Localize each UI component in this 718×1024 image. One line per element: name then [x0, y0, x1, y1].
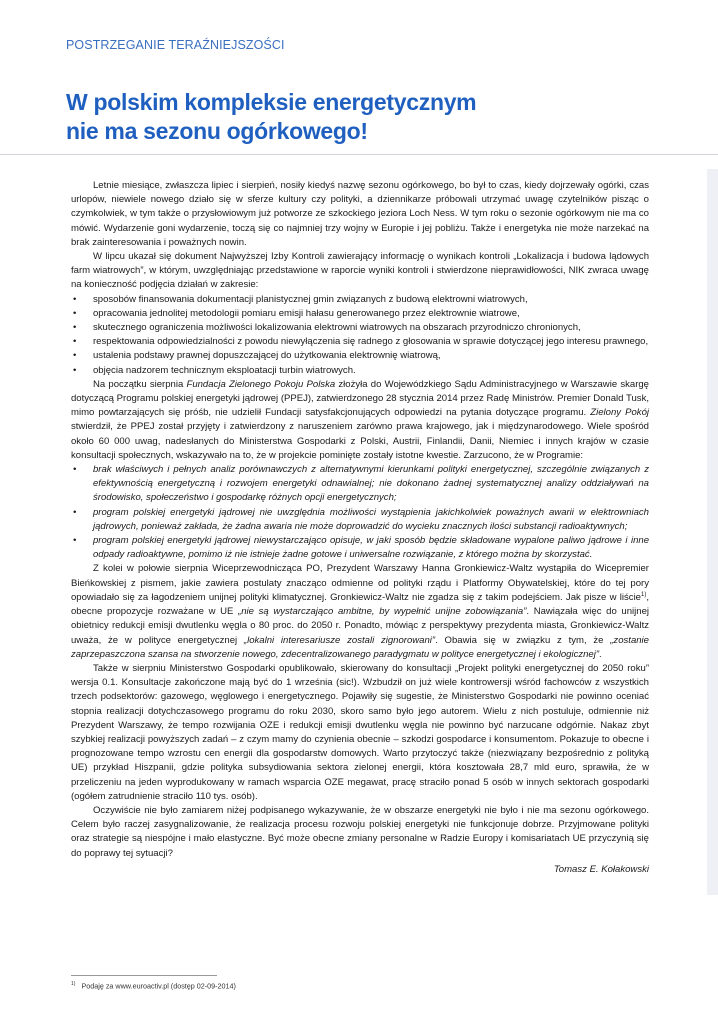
text-run: . — [599, 648, 602, 660]
bullet-icon: • — [73, 464, 77, 476]
footnote-divider — [71, 975, 217, 976]
list-item-text: objęcia nadzorem technicznym eksploatacji turbin wiatrowych. — [93, 364, 356, 376]
list-item-text: sposobów finansowania dokumentacji planistycznej gmin związanych z budową elektrowni wiatrowych, — [93, 293, 528, 305]
list-item — [71, 349, 649, 363]
title-line-1: W polskim kompleksie energetycznym — [66, 89, 477, 115]
footnote — [71, 981, 471, 990]
list-item — [71, 534, 649, 562]
section-label: POSTRZEGANIE TERAŹNIEJSZOŚCI — [66, 38, 285, 52]
bullet-icon: • — [73, 336, 77, 348]
text-run: stwierdził, że PPEJ został przyjęty i zatwierdzony z naruszeniem zarówno prawa krajowego, jak i międzynarodowego. Wiele spośród około 60 000 uwag, nadesłanych do Ministerstwa Gospodarki z Polski, Austrii, Finlandii, Danii, Niemiec i innych krajów w czasie konsultacji społecznych, wskazywało na to, że w projekcie pominięte zostały istotne kwestie. Zarzucono, że w Programie: — [71, 421, 649, 461]
list-item — [71, 293, 649, 307]
nik-list — [71, 293, 649, 378]
list-item — [71, 321, 649, 335]
list-item — [71, 364, 649, 378]
footnote-mark: 1) — [71, 981, 76, 987]
title-line-2: nie ma sezonu ogórkowego! — [66, 118, 368, 144]
list-item-text: program polskiej energetyki jądrowej niewystarczająco opisuje, w jaki sposób będzie składowane wypalone paliwo jądrowe i inne odpady radioaktywne, pomimo iż nie istnieje żadne gotowe i uniwersalne rozwiązanie, z którego można by skorzystać. — [93, 535, 649, 561]
bullet-icon: • — [73, 350, 77, 362]
list-item-text: brak właściwych i pełnych analiz porównawczych z alternatywnymi kierunkami polityki energetycznej, szczególnie związanych z efektywnością energetyczną i rozwojem energetyki odnawialnej; nie dokonano żadnej systematycznej analizy oddziaływań na środowisko, społeczeństwo i gospodarkę różnych opcji energetycznych; — [93, 464, 649, 504]
quote: „lokalni interesariusze zostali zignorowani” — [243, 634, 436, 646]
quote: „nie są wystarczająco ambitne, by wypełnić unijne zobowiązania” — [238, 606, 527, 618]
paragraph-2: W lipcu ukazał się dokument Najwyższej Izby Kontroli zawierający informację o wynikach kontroli „Lokalizacja i budowa lądowych farm wiatrowych”, w którym, uwzględniając przedstawione w raporcie wyniki kontroli i stwierdzone nieprawidłowości, NIK zwraca uwagę na konieczność podjęcia działań w zakresie: — [71, 251, 649, 291]
list-item-text: ustalenia podstawy prawnej dopuszczającej do użytkowania elektrownię wiatrową, — [93, 350, 441, 362]
quote: „zostanie zaprzepaszczona szansa na stworzenie nowego, zdecentralizowanego paradygmatu w polityce energetycznej i ekologicznej” — [71, 634, 649, 660]
paragraph-6: Oczywiście nie było zamiarem niżej podpisanego wykazywanie, że w obszarze energetyki nie było i nie ma sezonu ogórkowego. Celem było raczej zasygnalizowanie, że realizacja procesu rozwoju polskiej energetyki nie funkcjonuje dobrze. Przyjmowane polityki oraz strategie są niespójne i mało elastyczne. Być może obecne zmiany personalne w Radzie Europy i komisariatach UE przyczynią się do poprawy tej sytuacji? — [71, 804, 649, 859]
list-item — [71, 463, 649, 506]
list-item-text: opracowania jednolitej metodologii pomiaru emisji hałasu generowanego przez elektrownie wiatrowe, — [93, 307, 520, 319]
side-bar-mark — [707, 155, 718, 169]
list-item — [71, 506, 649, 534]
foundation-name: Fundacja Zielonego Pokoju Polska — [186, 378, 336, 390]
bullet-icon: • — [73, 506, 77, 518]
side-bar — [707, 155, 718, 895]
footnote-text: Podaję za www.euroactiv.pl (dostęp 02-09-2014) — [81, 981, 236, 991]
text-run: złożyła do Wojewódzkiego Sądu Administracyjnego w Warszawie skargę dotyczącą Programu polskiej energetyki jądrowej (PPEJ), zatwierdzonego 28 stycznia 2014 przez Radę Ministrów. Premier Donald Tusk, mimo powtarzających się próśb, nie udzielił Fundacji satysfakcjonujących odpowiedzi na pytania dotyczące programu. — [71, 378, 649, 419]
article-title — [66, 88, 626, 146]
text-run: Z kolei w połowie sierpnia Wiceprzewodnicząca PO, Prezydent Warszawy Hanna Gronkiewicz-Waltz wystąpiła do Wicepremier Bieńkowskiej z pismem, jakie zawiera postulaty znacząco odmienne od polityki rządu i Platformy Obywatelskiej, które do tej pory opowiadało się za łagodzeniem unijnej polityki klimatycznej. Gronkiewicz-Waltz nie zgadza się z takim podejściem. Jak pisze w liście — [71, 563, 649, 603]
org-name: Zielony Pokój — [590, 407, 650, 419]
greenpeace-list — [71, 463, 649, 562]
list-item-text: skutecznego ograniczenia możliwości lokalizowania elektrowni wiatrowych na obszarach przyrodniczo chronionych, — [93, 322, 581, 334]
paragraph-4 — [71, 562, 649, 661]
paragraph-3 — [71, 378, 649, 463]
text-run: , obecne propozycje rozważane w UE — [71, 591, 649, 618]
list-item-text: respektowania odpowiedzialności z powodu niewyłączenia się radnego z głosowania w sprawie dotyczącej jego interesu prawnego, — [93, 336, 649, 348]
bullet-icon: • — [73, 307, 77, 319]
bullet-icon: • — [73, 322, 77, 334]
bullet-icon: • — [73, 364, 77, 376]
paragraph-1: Letnie miesiące, zwłaszcza lipiec i sierpień, nosiły kiedyś nazwę sezonu ogórkowego, bo był to czas, kiedy dojrzewały ogórki, czas urlopów, niewiele nowego działo się w sferze kultury czy polityki, a dziennikarze próbowali utrzymać uwagę czytelników pisząc o czymkolwiek, w tym także o przysłowiowym już potworze ze szkockiego jeziora Loch Ness. W tym roku o sezonie ogórkowym nie ma co mówić. Wydarzenie goni wydarzenie, toczą się co najmniej trzy wojny w Europie i jej pobliżu. Także i energetyka nie może narzekać na brak zainteresowania i poważnych nowin. — [71, 180, 649, 248]
text-run: . Nawiązała więc do unijnej obietnicy redukcji emisji dwutlenku węgla o 80 proc. do 2050 r. Ponadto, mówiąc z perspektywy prezydenta miasta, Gronkiewicz-Waltz uważa, że w polityce energetycznej — [71, 606, 650, 646]
header-divider — [0, 154, 718, 155]
bullet-icon: • — [73, 293, 77, 305]
list-item — [71, 335, 649, 349]
paragraph-5: Także w sierpniu Ministerstwo Gospodarki opublikowało, skierowany do konsultacji „Projekt polityki energetycznej do 2050 roku” wersja 0.1. Konsultacje zakończone mają być do 1 września (sic!). Wzbudził on już wiele kontrowersji wśród fachowców z wszystkich trzech podsektorów: gazowego, węglowego i energetycznego. Pojawiły się sugestie, że Ministerstwo Gospodarki nie powinno oceniać stopnia realizacji dotychczasowego programu do roku 2030, skoro samo było jego autorem. Wielu z nich postuluje, odmiennie niż Prezydent Warszawy, że tempo rozwijania OZE i redukcji emisji dwutlenku węgla nie powinno być narzucane odgórnie. Nakaz zbyt szybkiej realizacji powyższych zadań – z czym mamy do czynienia obecnie – szkodzi gospodarce i konsumentom. Pokazuje to obecne i prognozowane tempo wzrostu cen energii dla gospodarstw domowych. Warto przytoczyć także (niezwiązany bezpośrednio z polityką UE) przykład Hiszpanii, gdzie polityka subsydiowania sektora zielonej energii, która kosztowała 28,7 mld euro, sprawiła, że w przeliczeniu na jeden wyprodukowany w ramach wsparcia OZE megawat, pracę straciło ponad 5 osób w innych sektorach gospodarki (ogółem zatrudnienie straciło 110 tys. osób). — [71, 662, 649, 802]
list-item-text: program polskiej energetyki jądrowej nie uwzględnia możliwości wystąpienia jakichkolwiek poważnych awarii w elektrowniach jądrowych, ponieważ zakłada, że żadna awaria nie może doprowadzić do wycieku znacznych ilości substancji radioaktywnych; — [93, 506, 649, 532]
list-item — [71, 307, 649, 321]
text-run: . Obawia się w związku z tym, że — [435, 634, 611, 646]
text-run: Na początku sierpnia — [93, 378, 187, 390]
author: Tomasz E. Kołakowski — [553, 863, 649, 875]
bullet-icon: • — [73, 535, 77, 547]
article-body — [71, 179, 649, 877]
footnote-ref: 1) — [641, 591, 647, 598]
